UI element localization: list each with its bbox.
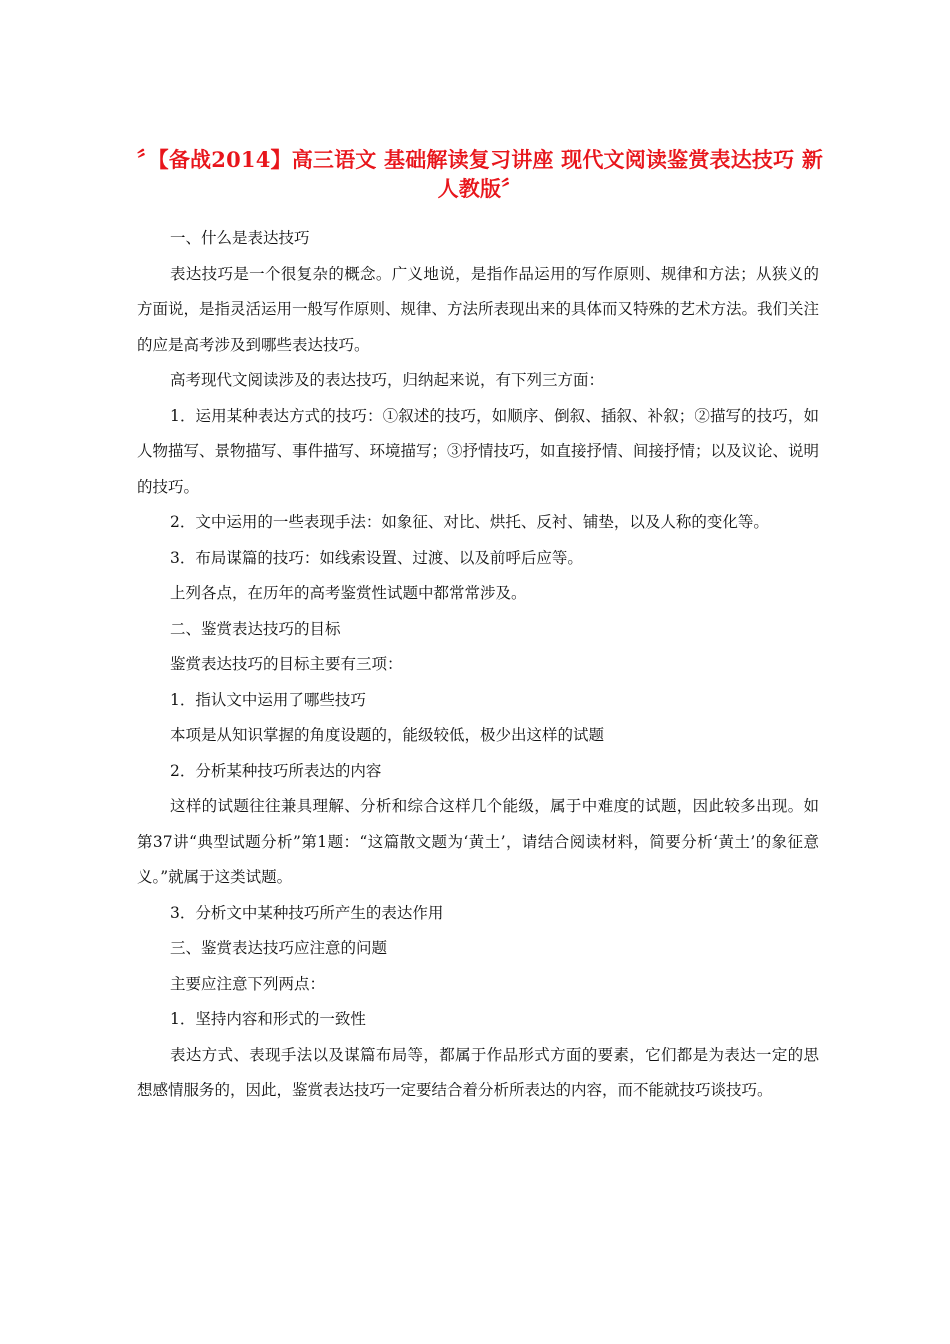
paragraph: 表达技巧是一个很复杂的概念。广义地说，是指作品运用的写作原则、规律和方法；从狭义的方面说，是指灵活运用一般写作原则、规律、方法所表现出来的具体而又特殊的艺术方法。我们关注的应是高考涉及到哪些表达技巧。: [137, 264, 820, 354]
list-item: 2．分析某种技巧所表达的内容: [170, 761, 382, 780]
section-heading-3: 三、鉴赏表达技巧应注意的问题: [170, 939, 388, 957]
paragraph: 主要应注意下列两点：: [170, 974, 326, 993]
list-item: 1．运用某种表达方式的技巧：①叙述的技巧，如顺序、倒叙、插叙、补叙；②描写的技巧，如人物描写、景物描写、事件描写、环境描写；③抒情技巧，如直接抒情、间接抒情；以及议论、说明的技巧。: [137, 406, 820, 496]
list-item: 3．分析文中某种技巧所产生的表达作用: [170, 903, 444, 922]
section-heading-2: 二、鉴赏表达技巧的目标: [170, 619, 341, 638]
paragraph: 本项是从知识掌握的角度设题的，能级较低，极少出这样的试题: [170, 726, 605, 744]
document-title: 〞【备战2014】高三语文 基础解读复习讲座 现代文阅读鉴赏表达技巧 新人教版〞: [136, 147, 824, 201]
paragraph: 上列各点，在历年的高考鉴赏性试题中都常常涉及。: [170, 584, 527, 602]
section-heading-1: 一、什么是表达技巧: [170, 229, 310, 247]
list-item: 2．文中运用的一些表现手法：如象征、对比、烘托、反衬、铺垫，以及人称的变化等。: [170, 513, 769, 531]
list-item: 1．指认文中运用了哪些技巧: [170, 690, 366, 709]
list-item: 1．坚持内容和形式的一致性: [170, 1010, 366, 1028]
list-item: 3．布局谋篇的技巧：如线索设置、过渡、以及前呼后应等。: [170, 548, 583, 567]
paragraph: 高考现代文阅读涉及的表达技巧，归纳起来说，有下列三方面：: [170, 371, 605, 389]
document-body: [137, 221, 819, 1109]
paragraph: 这样的试题往往兼具理解、分析和综合这样几个能级，属于中难度的试题，因此较多出现。如第37讲“典型试题分析”第1题：“这篇散文题为‘黄土’，请结合阅读材料，简要分析‘黄土’的象征意义。”就属于这类试题。: [137, 797, 819, 886]
paragraph: 鉴赏表达技巧的目标主要有三项：: [170, 655, 403, 673]
paragraph: 表达方式、表现手法以及谋篇布局等，都属于作品形式方面的要素，它们都是为表达一定的思想感情服务的，因此，鉴赏表达技巧一定要结合着分析所表达的内容，而不能就技巧谈技巧。: [137, 1045, 819, 1099]
